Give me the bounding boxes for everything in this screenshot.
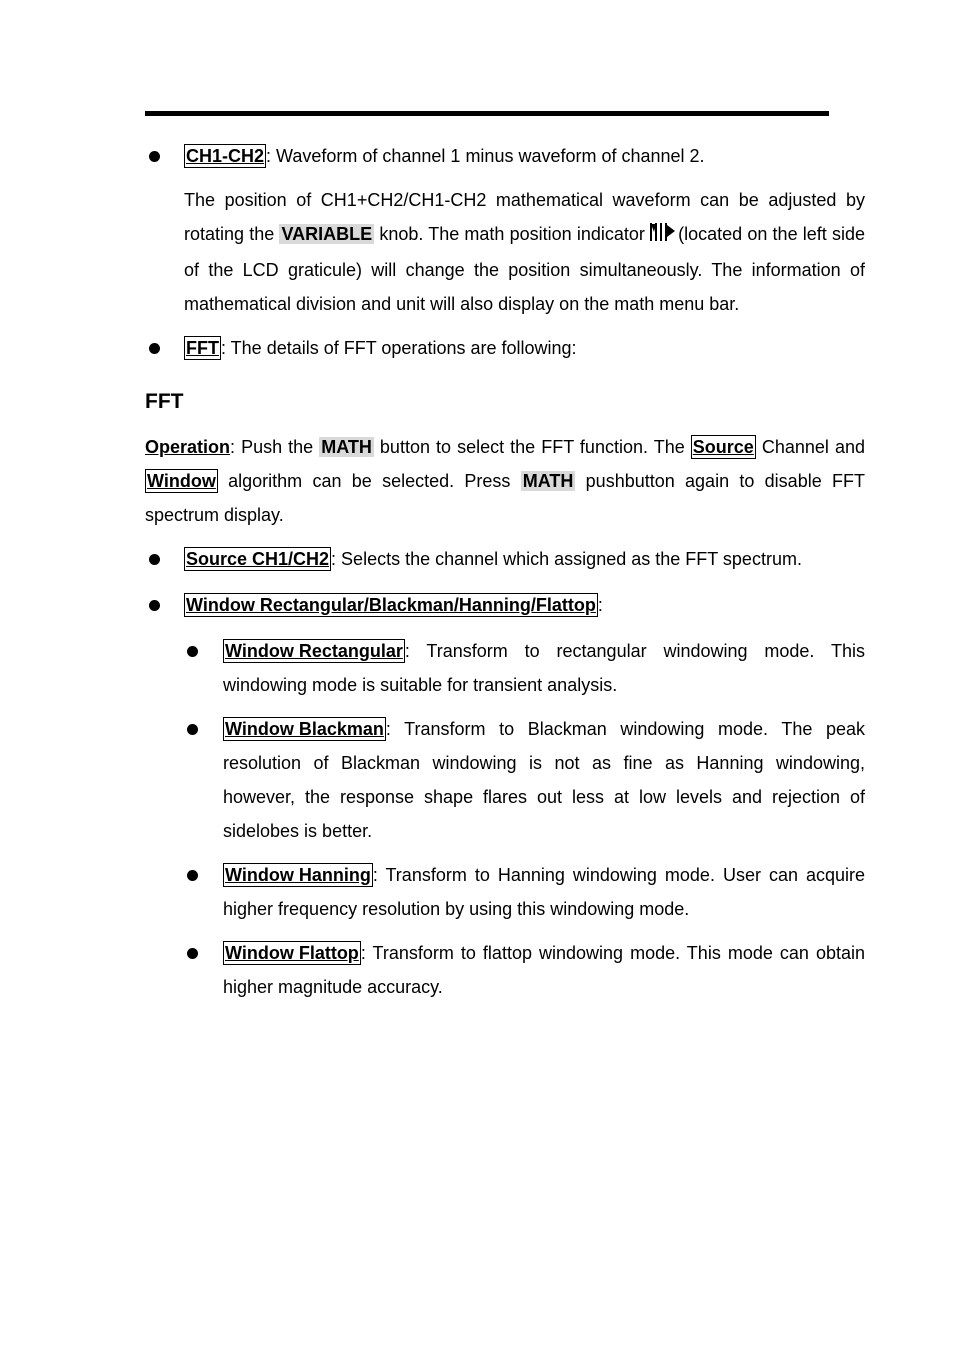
list-item-window-hanning — [145, 858, 865, 926]
window-flattop-text: : Transform to flattop windowing mode. This mode can obtain higher magnitude accuracy. — [223, 943, 865, 997]
window-rectangular-text: : Transform to rectangular windowing mode. This windowing mode is suitable for transient analysis. — [223, 641, 865, 695]
variable-key: VARIABLE — [281, 224, 373, 244]
position-text-1: The position of CH1+CH2/CH1-CH2 mathematical waveform can be adjusted by rotating the — [184, 190, 865, 244]
list-item-fft — [145, 331, 865, 365]
operation-text-2: button to select the FFT function. The — [373, 437, 691, 457]
window-blackman-text: : Transform to Blackman windowing mode. The peak resolution of Blackman windowing is not as fine as Hanning windowing, however, the response shape flares out less at low levels and rejection of sidelobes is better. — [223, 719, 865, 841]
math-key-1: MATH — [321, 437, 372, 457]
operation-label: Operation — [145, 437, 231, 457]
math-position-indicator-icon — [650, 219, 676, 253]
bullet-icon — [187, 948, 198, 959]
window-flattop-label: Window Flattop — [225, 943, 359, 963]
source-item-label: Source CH1/CH2 — [186, 549, 330, 569]
window-item-label: Window Rectangular/Blackman/Hanning/Flattop — [186, 595, 596, 615]
window-hanning-label: Window Hanning — [225, 865, 371, 885]
operation-text-5: pushbutton again to disable FFT spectrum display. — [145, 471, 865, 525]
window-hanning-text: : Transform to Hanning windowing mode. User can acquire higher frequency resolution by using this windowing mode. — [223, 865, 865, 919]
window-item-text: : — [597, 595, 603, 615]
section-heading: FFT — [145, 390, 184, 413]
operation-paragraph — [145, 430, 865, 532]
list-item-window-blackman — [145, 712, 865, 848]
math-key-2: MATH — [522, 471, 574, 491]
operation-text-3: Channel and — [755, 437, 865, 457]
page-content — [145, 139, 865, 1004]
fft-text: : The details of FFT operations are following: — [221, 338, 577, 358]
list-item-ch1-ch2 — [145, 139, 865, 173]
position-text-3: (located on the left side of the LCD graticule) will change the position simultaneously. The information of mathematical division and unit will also display on the math menu bar. — [184, 224, 865, 314]
header-rule — [145, 111, 829, 116]
position-paragraph — [145, 183, 865, 321]
operation-text-4: algorithm can be selected. Press — [217, 471, 521, 491]
source-item-text: : Selects the channel which assigned as the FFT spectrum. — [331, 549, 802, 569]
bullet-icon — [187, 724, 198, 735]
bullet-icon — [149, 554, 160, 565]
bullet-icon — [149, 343, 160, 354]
bullet-icon — [187, 646, 198, 657]
ch1-ch2-label: CH1-CH2 — [186, 146, 265, 166]
bullet-icon — [187, 870, 198, 881]
window-rectangular-label: Window Rectangular — [225, 641, 403, 661]
list-item-window-rectangular — [145, 634, 865, 702]
operation-text-1: : Push the — [230, 437, 320, 457]
window-label: Window — [147, 471, 216, 491]
ch1-ch2-text: : Waveform of channel 1 minus waveform of channel 2. — [266, 146, 705, 166]
fft-label: FFT — [186, 338, 219, 358]
list-item-window — [145, 588, 865, 622]
bullet-icon — [149, 151, 160, 162]
list-item-source — [145, 542, 865, 576]
source-label: Source — [692, 437, 754, 457]
list-item-window-flattop — [145, 936, 865, 1004]
position-text-2: knob. The math position indicator — [374, 224, 651, 244]
bullet-icon — [149, 600, 160, 611]
window-blackman-label: Window Blackman — [225, 719, 384, 739]
